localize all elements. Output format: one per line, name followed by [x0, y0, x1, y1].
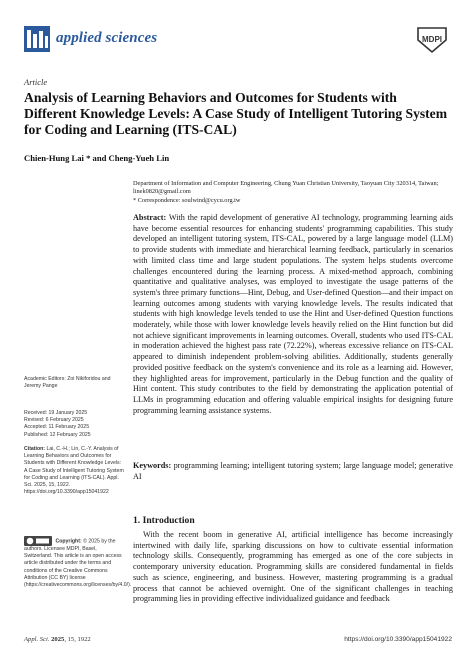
abstract — [133, 213, 453, 416]
footer-citation — [24, 636, 91, 643]
author-list: Chien-Hung Lai * and Cheng-Yueh Lin — [24, 153, 170, 163]
publication-dates — [24, 410, 124, 439]
footer-journal: Appl. Sci. — [24, 636, 50, 643]
citation-text[interactable]: Lai, C.-H.; Lin, C.-Y. Analysis of Learning Behaviors and Outcomes for Students with Different Knowledge Levels: A Case Study of Intelligent Tutoring System for Coding and Learning (ITS-CAL). Appl. Sci. 2025, 15, 1922. https://doi.org/10.3390/app15041922 — [24, 446, 124, 496]
footer-year: 2025 — [51, 636, 65, 643]
abstract-text: With the rapid development of generative AI technology, programming learning aids have become essential resources for enhancing students' programming capabilities. This study developed an intelligent tutoring system, ITS-CAL, powered by a large language model (LLM) to provide students with immediate and hierarchical learning feedback, particularly in scenarios with limited class time and large student populations. The system helps students overcome challenges encountered during the learning process. A mixed-method approach, combining quantitative and qualitative analyses, was employed to investigate the usage patterns of the system's three primary functions—Hint, Debug, and User-defined Question—and their impact on learning outcomes among students with varying knowledge levels. The results indicated that students with high knowledge levels tended to use the Hint and User-defined Question functions moderately, while those with lower knowledge levels heavily relied on the Hint function but did not achieve significant improvements in learning outcomes. Overall, students who used ITS-CAL in moderation achieved the highest pass rate (72.22%), whereas excessive reliance on ITS-CAL appeared to diminish independent problem-solving abilities. Additionally, students generally provided positive feedback on the system's convenience and its role as a learning aid. However, they highlighted areas for improvement, particularly in the Debug function and the quality of Hint content. This study contributes to the field by demonstrating the application potential of LLMs in programming education and offering valuable empirical insights for designing future programming learning assistance systems. — [133, 213, 454, 415]
date-received: Received: 19 January 2025 — [24, 410, 88, 416]
journal-name: applied sciences — [56, 30, 158, 46]
footer-volume: , 15, 1922 — [64, 636, 91, 643]
copyright-label: Copyright: — [55, 538, 82, 545]
affiliation — [133, 180, 443, 205]
correspondence: * Correspondence: soulwind@cycu.org.tw — [133, 196, 241, 204]
section-text: With the recent boom in generative AI, artificial intelligence has become increasingly intertwined with daily life, sparking discussions on how to cultivate essential information technology skills. Consequently, programming has emerged as one of the core subjects in contemporary university education. Programming skills are considered fundamental in fields such as science, engineering, and business. However, mastering programming is a gradual process that cannot be achieved overnight. One of the significant challenges in teaching programming lies in providing effective individualized guidance and feedback — [133, 530, 453, 604]
article-type: Article — [24, 77, 48, 87]
citation — [24, 446, 124, 496]
copyright — [24, 536, 132, 589]
journal-header — [24, 22, 450, 62]
keywords — [133, 461, 453, 482]
copyright-text: © 2025 by the authors. Licensee MDPI, Basel, Switzerland. This article is an open access article distributed under the terms and conditions of the Creative Commons Attribution (CC BY) license (https://creativecommons.org/licenses/by/4.0/). — [24, 538, 132, 589]
keywords-text: programming learning; intelligent tutoring system; large language model; generative AI — [133, 461, 453, 481]
date-revised: Revised: 6 February 2025 — [24, 417, 84, 424]
date-accepted: Accepted: 11 February 2025 — [24, 424, 90, 431]
keywords-label: Keywords: — [133, 461, 172, 470]
journal-logo-icon — [24, 26, 50, 52]
academic-editors: Academic Editors: Zoi Nikiforidou and Jeremy Pange — [24, 376, 111, 390]
affiliation-department: Department of Information and Computer Engineering, Chung Yuan Christian University, Taoyuan City 320314, Taiwan; linek0820@gmail.com — [133, 180, 439, 196]
cc-by-license-icon[interactable] — [24, 536, 52, 546]
citation-label: Citation: — [24, 446, 46, 452]
mdpi-logo-icon — [414, 26, 450, 54]
abstract-label: Abstract: — [133, 213, 167, 222]
footer-doi-link[interactable]: https://doi.org/10.3390/app15041922 — [344, 636, 452, 643]
publisher-name: MDPI — [422, 35, 442, 44]
article-title: Analysis of Learning Behaviors and Outcomes for Students with Different Knowledge Levels: A Case Study of Intelligent Tutoring System for Coding and Learning (ITS-CAL) — [24, 90, 448, 138]
date-published: Published: 12 February 2025 — [24, 431, 91, 438]
section-heading: 1. Introduction — [133, 515, 195, 526]
